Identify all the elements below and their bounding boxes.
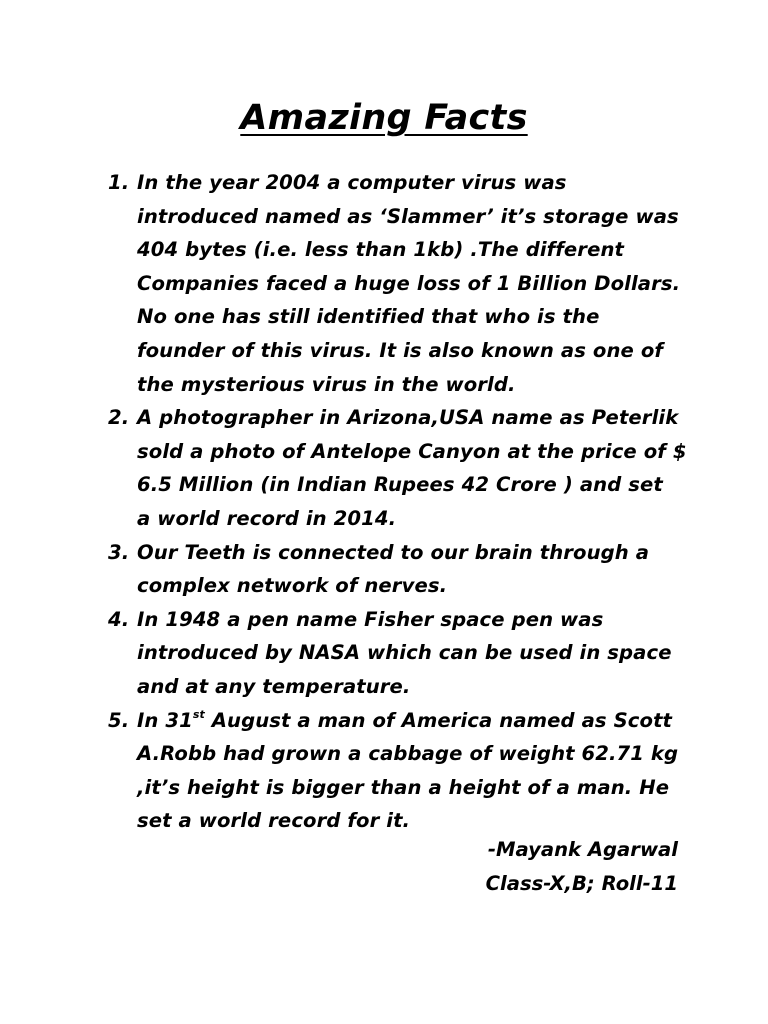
ordinal-superscript: st: [192, 707, 205, 721]
facts-list: [108, 166, 688, 838]
fact-text-start: In 31: [137, 708, 193, 732]
fact-text: In the year 2004 a computer virus was introduced named as ‘Slammer’ it’s storage was 404 bytes (i.e. less than 1kb) .The different Companies faced a huge loss of 1 Billion Dollars. No one has still identified that who is the founder of this virus. It is also known as one of the mysterious virus in the world.: [137, 171, 681, 396]
class-roll-info: Class-X,B; Roll-11: [485, 872, 678, 895]
fact-number: 5.: [108, 708, 130, 732]
fact-number: 1.: [108, 171, 130, 194]
author-signature: -Mayank Agarwal: [487, 838, 678, 861]
fact-text: A photographer in Arizona,USA name as Peterlik sold a photo of Antelope Canyon at the price of $ 6.5 Million (in Indian Rupees 42 Crore ) and set a world record in 2014.: [137, 406, 687, 530]
fact-text: In 1948 a pen name Fisher space pen was introduced by NASA which can be used in space and at any temperature.: [137, 607, 672, 698]
fact-number: 2.: [108, 406, 130, 430]
fact-text: Our Teeth is connected to our brain through a complex network of nerves.: [137, 540, 650, 598]
fact-item-2: [108, 401, 688, 535]
fact-item-1: [108, 166, 688, 401]
fact-item-3: [108, 536, 688, 603]
page-title: Amazing Facts: [240, 98, 528, 138]
fact-number: 3.: [108, 540, 130, 564]
fact-item-4: [108, 603, 688, 704]
fact-text-rest: August a man of America named as Scott A.Robb had grown a cabbage of weight 62.71 kg ,it’s height is bigger than a height of a man. He set a world record for it.: [137, 708, 679, 833]
fact-item-5: [108, 704, 688, 838]
fact-number: 4.: [108, 607, 130, 631]
